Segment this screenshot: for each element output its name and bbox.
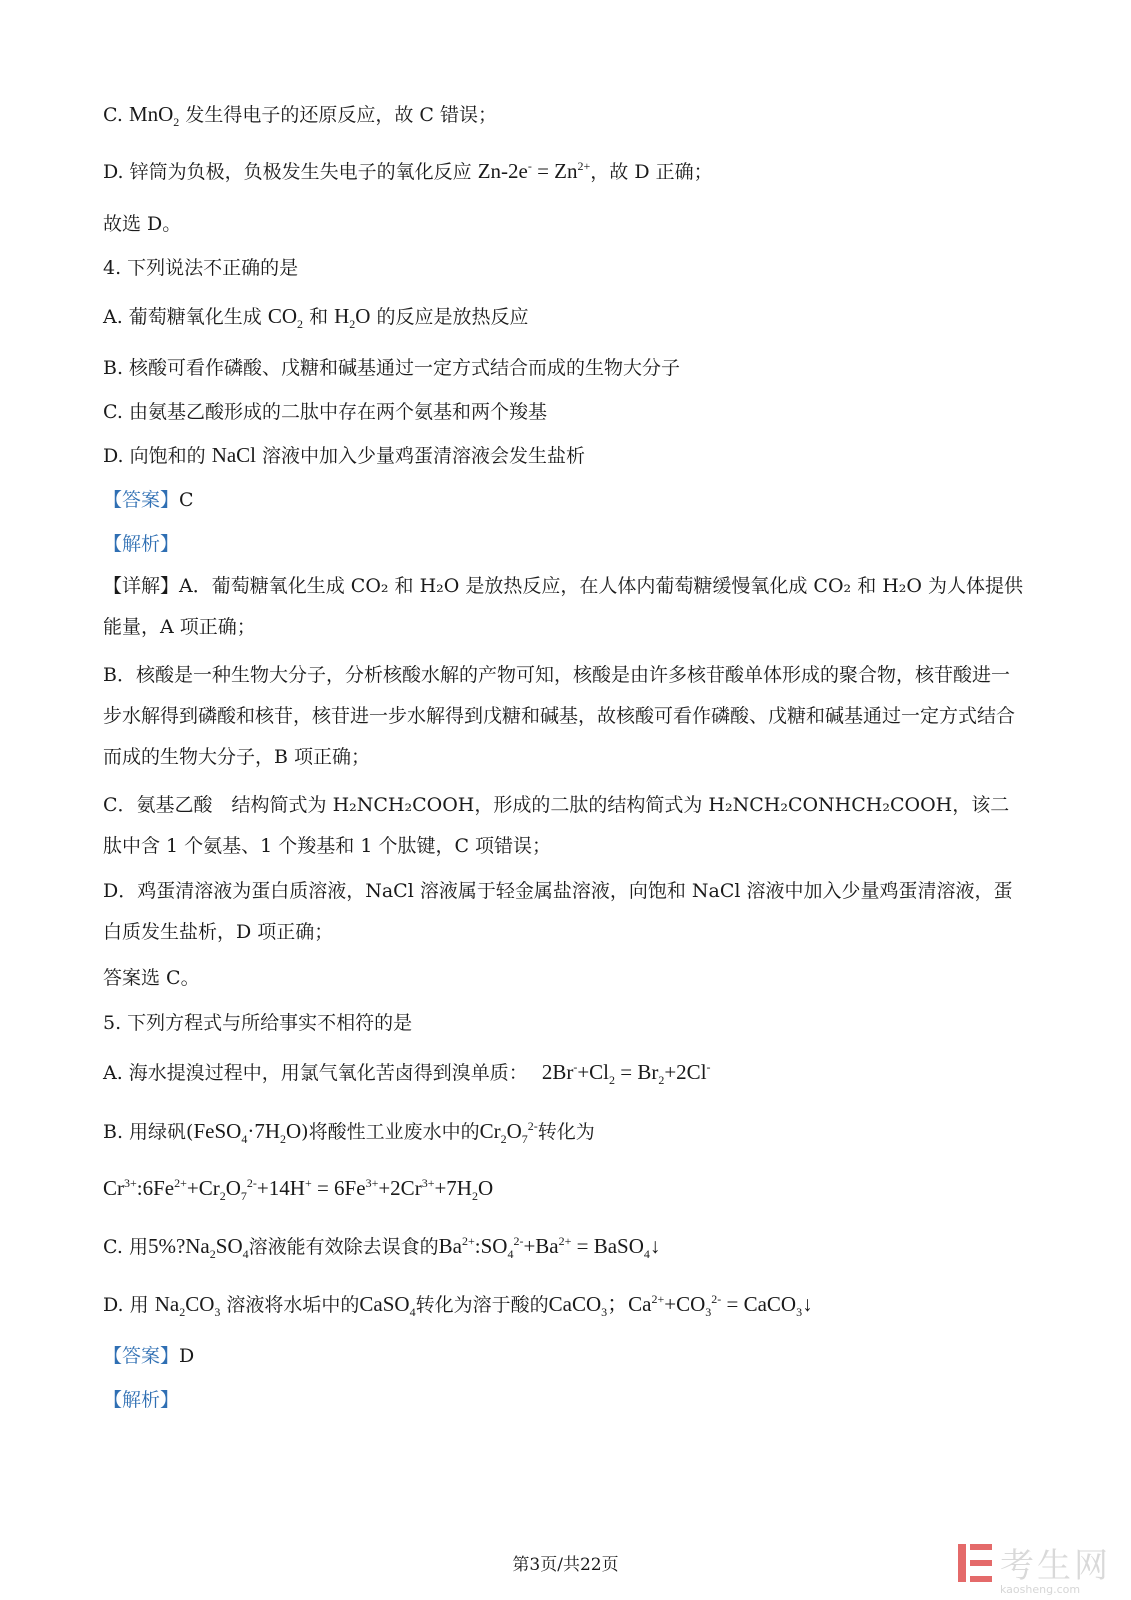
q4-option-d: D. 向饱和的 NaCl 溶液中加入少量鸡蛋清溶液会发生盐析 xyxy=(103,443,586,467)
formula-zn: $Zn-2e^- = Zn^{2+}$ xyxy=(477,159,591,183)
q4-detail-b: B．核酸是一种生物大分子，分析核酸水解的产物可知，核酸是由许多核苷酸单体形成的聚合物，核苷酸进一步水解得到磷酸和核苷，核苷进一步水解得到戊糖和碱基，故核酸可看作磷酸、戊糖和碱基通过一定方式结合而成的生物大分子，B 项正确； xyxy=(103,664,1016,768)
q4-detail-c: C．氨基乙酸 结构简式为 H₂NCH₂COOH，形成的二肽的结构简式为 H₂NCH₂CONHCH₂COOH，该二肽中含 1 个氨基、1 个羧基和 1 个肽键，C 项错误； xyxy=(103,794,1010,857)
q4-option-b: B. 核酸可看作磷酸、戊糖和碱基通过一定方式结合而成的生物大分子 xyxy=(103,357,681,379)
q3-option-c: C. MnO$_2$ 发生得电子的还原反应，故 C 错误； xyxy=(103,102,497,130)
q4-answer: 【答案】C xyxy=(103,489,194,511)
q5-option-b: B. 用绿矾$(FeSO_4\cdot 7H_2O)$将酸性工业废水中的$Cr_2O_7^{2-}$转化为 xyxy=(103,1119,595,1147)
q5-answer: 【答案】D xyxy=(103,1345,195,1367)
q5-stem: 5. 下列方程式与所给事实不相符的是 xyxy=(103,1012,413,1034)
page-number: 第3页/共22页 xyxy=(512,1555,619,1575)
watermark xyxy=(958,1538,1111,1596)
q5-option-d: D. 用 $Na_2CO_3$ 溶液将水垢中的CaSO$_4$转化为溶于酸的CaCO$_3$；$Ca^{2+}+CO_3^{2-}$ = CaCO$_3$↓ xyxy=(103,1292,813,1320)
q4-option-a: A. 葡萄糖氧化生成 $CO_2$ 和 $H_2O$ 的反应是放热反应 xyxy=(103,304,529,332)
q4-option-c: C. 由氨基乙酸形成的二肽中存在两个氨基和两个羧基 xyxy=(103,401,547,423)
watermark-url: kaosheng.com xyxy=(1000,1583,1081,1596)
q4-conclusion: 答案选 C。 xyxy=(103,967,200,989)
q5-option-a: A. 海水提溴过程中，用氯气氧化苦卤得到溴单质： $2Br^-+Cl_2 = Br_2+2Cl^-$ xyxy=(103,1060,711,1088)
q4-analysis-tag: 【解析】 xyxy=(103,533,180,555)
q5-option-b-equation: $Cr^{3+}:6Fe^{2+}+Cr_2O_7^{2-}+14H^+ = 6Fe^{3+}+2Cr^{3+}+7H_2O$ xyxy=(103,1176,494,1204)
formula-mno2: MnO$_2$ xyxy=(128,102,180,130)
q3-option-d: D. 锌筒为负极，负极发生失电子的氧化反应 $Zn-2e^- = Zn^{2+}$，故 D 正确； xyxy=(103,159,713,183)
watermark-name: 考生网 xyxy=(1000,1546,1111,1586)
q5-analysis-tag: 【解析】 xyxy=(103,1389,180,1411)
q4-stem: 4. 下列说法不正确的是 xyxy=(103,257,299,279)
q3-conclusion: 故选 D。 xyxy=(103,213,182,235)
q4-detail-a: 【详解】A．葡萄糖氧化生成 CO₂ 和 H₂O 是放热反应，在人体内葡萄糖缓慢氧化成 CO₂ 和 H₂O 为人体提供能量，A 项正确； xyxy=(103,575,1024,638)
q4-detail-d: D．鸡蛋清溶液为蛋白质溶液，NaCl 溶液属于轻金属盐溶液，向饱和 NaCl 溶液中加入少量鸡蛋清溶液，蛋白质发生盐析，D 项正确； xyxy=(103,880,1013,943)
q5-option-c: C. 用$5\%?Na_2SO_4$溶液能有效除去误食的$Ba^{2+}:SO_4^{2-}+Ba^{2+}$ = BaSO$_4$↓ xyxy=(103,1234,661,1262)
kaosheng-logo-icon xyxy=(958,1544,992,1582)
